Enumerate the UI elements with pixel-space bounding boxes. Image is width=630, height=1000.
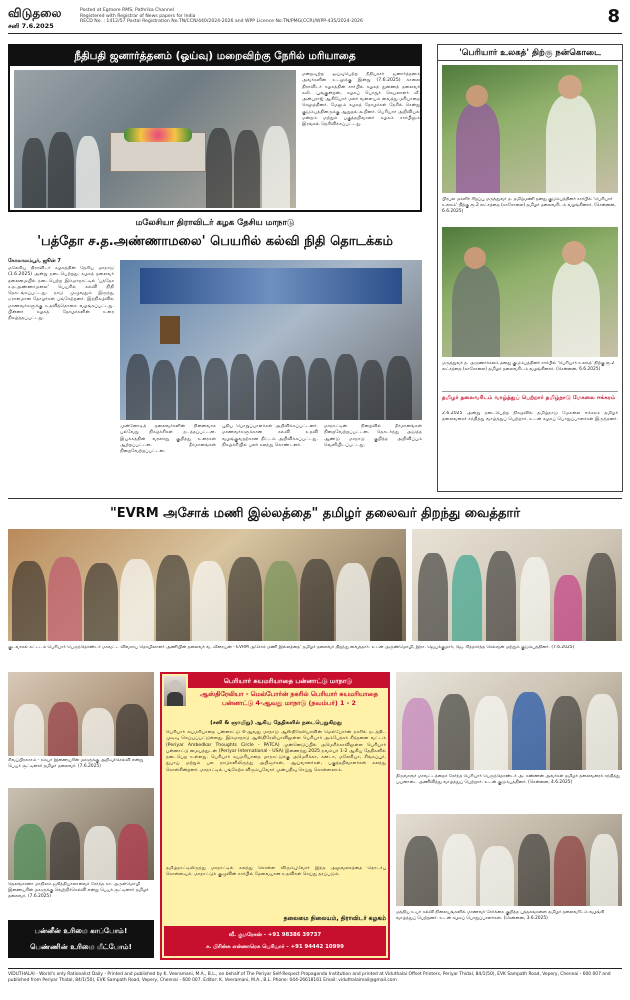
malaysia-dateline: கோலாலம்பூர், ஜூன் 7 bbox=[8, 258, 61, 264]
evrm-photo-group bbox=[412, 529, 622, 641]
donation-caption-2: மருத்துவர் த. அருணாச்சலம் தனது குடும்பத்தினர் சார்பில் 'பெரியார் உலகத்' திற்கு ரூ.2 லட்சத்தை (காசோலை) தமிழர் தலைவரிடம் வழங்கினார். (சென்னை, 6.6.2025) bbox=[442, 361, 615, 372]
malaysia-story bbox=[8, 216, 422, 492]
visit-caption-1: திருவாரூர் மாவட்டத்தைச் சேர்ந்த பெரியார் பெருந்தொண்டர் அ. கண்ணன் அவர்கள் தமிழர் தலைவரைச் சந்தித்து பயனாடை அணிவித்து வாழ்த்துப் பெற்றார். உடன் குடும்பத்தினர். (சென்னை, 4.6.2025) bbox=[396, 774, 620, 785]
slogan-box bbox=[8, 920, 154, 958]
slogan-line-1: பன்னீன் உரிமை காப்போம்! bbox=[34, 926, 128, 935]
evrm-caption: குடவாசல் கட்டடம் பெரியார் பெருந்தொண்டர் மாவட்ட விவசாய தொழிலாளர் அணியின் தலைவர் வ. வீரையன் - EVRM அசோக் மணி இல்லத்தை' தமிழர் தலைவர் திறந்து வைத்தார். உடன் அருண்மொழி, இரா. ஜெயக்குமார், ஜெ. சித்தார்த்த செல்வன் மற்றும் குடும்பத்தினர். (7.6.2025) bbox=[8, 645, 575, 650]
tribute-headline: நீதிபதி ஜனார்த்தனம் (ஓய்வு) மறைவிற்கு நேரில் மரியாதை bbox=[10, 46, 420, 66]
left-bottom-column bbox=[8, 672, 154, 960]
periyar-portrait-icon bbox=[169, 680, 181, 692]
masthead-meta-line: Posted at Egmore RMS, Pathrika Channel bbox=[80, 8, 175, 13]
masthead-meta bbox=[80, 8, 550, 25]
flower-wreath-icon bbox=[124, 128, 192, 142]
donation-headline: 'பெரியார் உலகத்' திற்கு நன்கொடை bbox=[438, 45, 622, 61]
naming-photo-1 bbox=[8, 672, 154, 756]
conference-box bbox=[160, 672, 390, 960]
brief-body: 2.6.2025 அன்று நடைபெற்ற நிகழ்வில் தமிழ்நாடு மேகலை ஈக்கரம் தமிழர் தலைவரைச் சந்தித்து வாழ்த்துப் பெற்றார். உடன் கழகப் பொறுப்பாளர்கள் இருந்தனர். bbox=[442, 411, 618, 423]
contact-1: வீ. குமரேசன் - +91 98386 39737 bbox=[228, 932, 322, 938]
brief-headline: தமிழர் தலைவரிடம் வாழ்த்துப் பெற்றார் தமிழ்நாடு மேகலை ஈக்கரம் bbox=[442, 391, 618, 409]
conference-portrait bbox=[164, 676, 186, 706]
naming-photo-2 bbox=[8, 788, 154, 880]
visit-photo-2 bbox=[396, 814, 622, 906]
visit-caption-2: மத்திய உயர் கல்வி நிலையங்களில் மாணவர் சேர்க்கை குறித்த புத்தகங்களை தமிழர் தலைவரிடம் வழங்கி வாழ்த்துப் பெற்றனர். உடன் கழகப் பொறுப்பாளர்கள். (சென்னை, 3.6.2025) bbox=[396, 910, 605, 921]
conference-body: பெரியார் சுயமரியாதை பன்னாட்டு 4-ஆவது மாநாடு ஆஸ்திரேலியாவின் மெல்போர்ன் நகரில் நடத்திட முடிவு செய்யப்பட்டுள்ளது. இம்மாநாடு ஆஸ்திரேலியாவிலுள்ள பெரியார் அம்பேத்கர் சிந்தனை வட்டம் (Periyar Ambedkar Thoughts Circle - PATCA) முன்னெடுப்பில் அமெரிக்காவிலுள்ள பெரியார் பன்னாட்டு மையத்துடன் (Periyar International - USA) இணைந்து 2025 நவம்பர் 1-2 ஆகிய தேதிகளில் நடைபெற உள்ளது. பெரியார் சுயமரியாதை மாநாட்டுக்கு அமெரிக்கா, கனடா, மலேசியா, சிங்கப்பூர், துபாய் மற்றும் பல நாடுகளிலிருந்து அறிஞர்கள், ஆய்வாளர்கள், பகுத்தறிவாளர்கள் கலந்து கொள்கின்றனர். மாநாட்டில் பங்கேற்க விரும்புவோர் முன்பதிவு செய்து கொள்ளலாம். bbox=[166, 730, 386, 773]
conference-subtitle: (சனி & ஞாயிறு) ஆகிய தேதிகளில் நடைபெறுகிறது bbox=[210, 720, 342, 726]
slogan-line-2: பெண்ணின் உரிமை மீட்போம்! bbox=[30, 942, 132, 951]
malaysia-body-col-2: புதிய பொறுப்பாளர்கள் அறிவிக்கப்பட்டனர். மாணவர்களுக்கான கல்வி உதவி வழங்குவதற்கான திட்டம் அறிவிக்கப்பட்டது. நிகழ்ச்சியில் பலர் கலந்து கொண்டனர். bbox=[222, 424, 318, 448]
naming-caption-1: சிவப்பிரகாசம் - ரம்யா இணையரின் மகளுக்கு அறிவுச்செல்வி என்று பெயர் சூட்டினார் தமிழர் தலைவர். (7.6.2025) bbox=[8, 758, 144, 769]
visit-photo-1 bbox=[396, 672, 622, 770]
masthead-meta-line: Registered with Registrar of News papers for India bbox=[80, 13, 196, 19]
evrm-photo-crowd bbox=[8, 529, 406, 641]
page-number: 8 bbox=[607, 6, 620, 27]
conference-contacts bbox=[164, 926, 386, 956]
masthead-meta-line: RECD No. : 1412/57 Postal Registration No.TN/CCN/440/2024-2026 and WPP Licence No.TN/PMG(CCR)/WPP-435/2024-2026 bbox=[80, 19, 363, 25]
donation-photo-1 bbox=[442, 65, 618, 193]
naming-caption-2: தெலங்கானா மாநிலம் ஜகித்தியாலாவைச் சேர்ந்த கா. அருள்மொழி இணையரின் மகளுக்கு வெற்றிச்செல்வி என்று பெயர் சூட்டினார் தமிழர் தலைவர். (7.6.2025) bbox=[8, 882, 149, 899]
malaysia-body-col-1: முன்னோடித் தலைவர்களின் நினைவாக பல்வேறு நிகழ்ச்சிகள் நடத்தப்பட்டன. இயக்கத்தின் வரலாறு குறித்து உரைகள் ஆற்றப்பட்டன. தீர்மானங்கள் நிறைவேற்றப்பட்டன. bbox=[120, 424, 216, 455]
malaysia-body-col-3: மாநாட்டின் நிறைவில் தீர்மானங்கள் நிறைவேற்றப்பட்டன. தொடர்ந்து அடுத்த ஆண்டு மாநாடு குறித்த அறிவிப்பும் வெளியிடப்பட்டது. bbox=[324, 424, 422, 448]
donation-sidebar bbox=[437, 44, 623, 492]
conference-title: ஆஸ்திரேலியா - மெல்போர்ன் நகரில் பெரியார் சுயமரியாதை பன்னாட்டு 4-ஆவது மாநாடு (நவம்பர்) 1 - 2 bbox=[200, 690, 378, 707]
evrm-story bbox=[8, 498, 622, 668]
tribute-photo bbox=[14, 70, 296, 208]
conference-office: தலைமை நிலையம், திராவிடர் கழகம் bbox=[283, 915, 386, 922]
malaysia-photo bbox=[120, 260, 422, 420]
evrm-headline: "EVRM அசோக் மணி இல்லத்தை" தமிழர் தலைவர் திறந்து வைத்தார் bbox=[109, 506, 521, 521]
donation-caption-1: பிரபல மகளிர் சிறப்பு மருத்துவர் த. தமிழ்மணி தனது குடும்பத்தினர் சார்பில் 'பெரியார் உலகம்' திற்கு ரூ.2 லட்சத்தை (காசோலை) தமிழர் தலைவரிடம் வழங்கினார். (சென்னை, 6.6.2025) bbox=[442, 197, 616, 214]
contact-2: ச. பிரின்சு என்னாரெசு பெரியார் - +91 94442 10999 bbox=[206, 944, 344, 950]
tribute-story bbox=[8, 44, 422, 212]
masthead bbox=[8, 6, 622, 34]
donation-photo-2 bbox=[442, 227, 618, 357]
conference-banner: பெரியார் சுயமரியாதை பன்னாட்டு மாநாடு bbox=[188, 674, 388, 688]
malaysia-headline: 'பத்தோ ச.த.அண்ணாமலை' பெயரில் கல்வி நிதி தொடக்கம் bbox=[37, 234, 393, 249]
malaysia-body-left: மலேசிய திராவிடர் கழகத்தின் தேசிய மாநாடு (1.6.2025) அன்று நடைபெற்றது. கழகத் தலைவர் தலைமையில் நடைபெற்ற இம்மாநாட்டில் 'பத்தோ ச.த.அண்ணாமலை' பெயரில் கல்வி நிதி தொடங்கப்பட்டது. நாடு முழுவதும் இருந்து ஏராளமான தோழர்கள் பங்கேற்றனர். இந்நிகழ்வில் மாணவர்களுக்கு உதவித்தொகை வழங்கப்பட்டது. பின்னர் கழகத் தோழர்களின் உரை நிகழ்த்தப்பட்டது. bbox=[8, 266, 114, 322]
masthead-date: சனி 7.6.2025 bbox=[8, 22, 54, 30]
footer-imprint: VIDUTHALAI - World's only Rationalist Daily - Printed and published by K. Veeramani, M.A., B.L., on behalf of The Periyar Self-Respect Propaganda Institution and printed at Viduthalai Offset Printers, Periyar Thidal, 84/1(50), EVK Sampath Road, Vepery, Chennai - 600 007 and published from Periyar Thidal, 84/1(50), EVK Sampath Road, Vepery, Chennai - 600 007. Editor: K. Veeramani, M.A., B.L. Phone: 044-26618161 Email: viduthalaimail@gmail.com bbox=[8, 968, 622, 994]
right-bottom-column bbox=[396, 672, 622, 960]
conference-body-2: தமிழ்நாட்டிலிருந்து மாநாட்டில் கலந்து கொள்ள விரும்புவோர் இந்த அலுவலகத்தை தொடர்பு கொள்ளவும். மாநாட்டுக் குழுவின் சார்பில் தேவையான உதவிகள் செய்து தரப்படும். bbox=[166, 866, 386, 878]
malaysia-kicker: மலேசியா திராவிடர் கழக தேசிய மாநாடு bbox=[135, 218, 295, 228]
stage-banner bbox=[140, 268, 402, 304]
tribute-body: மறைவுற்ற ஓய்வுபெற்ற நீதியரசர் ஜனார்த்தனம் அவர்களின் உடலுக்கு இன்று (7.6.2025) காலை திராவிடர் கழகத்தின் சார்பில் கழகத் துணைத் தலைவர் கலி. பூங்குன்றன், கழகப் பொதுச் செயலாளர் வீ. அன்புராஜ் ஆகியோர் மலர் வளையம் வைத்து மரியாதை செலுத்தினர். மேலும் கழகத் தோழர்கள் நேரில் சென்று குடும்பத்தினருக்கு ஆறுதல் கூறினர். பெரியார் அறிவியல் மன்றம் மற்றும் பகுத்தறிவாளர் கழகம் சார்பிலும் இரங்கல் தெரிவிக்கப்பட்டது. bbox=[302, 72, 420, 128]
masthead-logo: விடுதலை bbox=[8, 6, 62, 20]
